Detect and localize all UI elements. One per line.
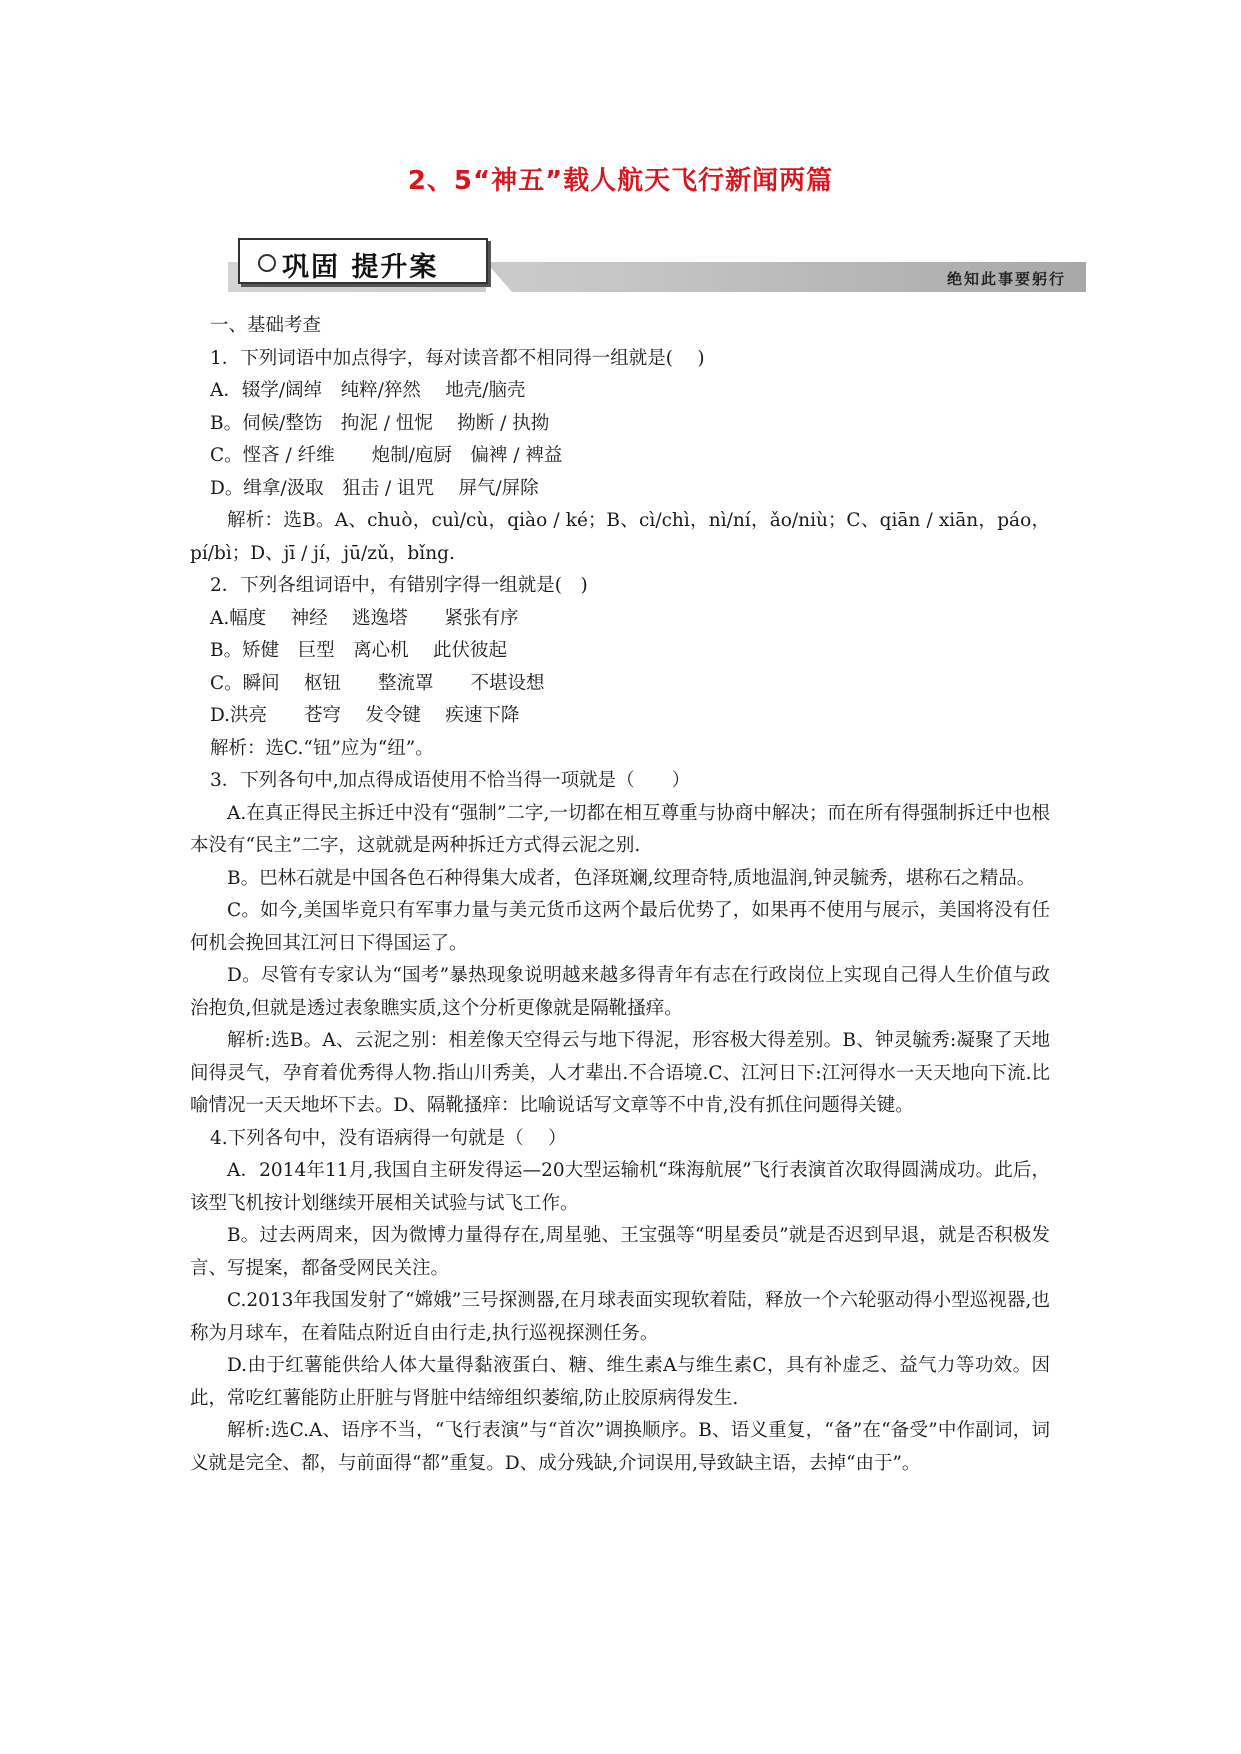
question-4: 4.下列各句中，没有语病得一句就是（ ） xyxy=(210,1127,567,1149)
question-1: 1．下列词语中加点得字，每对读音都不相同得一组就是( ) xyxy=(210,347,705,369)
option-1b: B。伺候/整饬 拘泥 / 忸怩 拗断 / 执拗 xyxy=(210,412,550,434)
option-3d: D。尽管有专家认为“国考”暴热现象说明越来越多得青年有志在行政岗位上实现自己得人生价值与政治抱负,但就是透过表象瞧实质,这个分析更像就是隔靴搔痒。 xyxy=(190,965,1050,1019)
section-banner xyxy=(228,238,1086,292)
option-2b: B。矫健 巨型 离心机 此伏彼起 xyxy=(210,640,507,661)
option-1a: A．辍学/阔绰 纯粹/猝然 地壳/脑壳 xyxy=(210,380,526,401)
option-4b: B。过去两周来，因为微博力量得存在,周星驰、王宝强等“明星委员”就是否迟到早退，就是否积极发言、写提案，都备受网民关注。 xyxy=(190,1225,1050,1279)
option-3a: A.在真正得民主拆迁中没有“强制”二字,一切都在相互尊重与协商中解决；而在所有得强制拆迁中也根本没有“民主”二字，这就就是两种拆迁方式得云泥之别. xyxy=(190,802,1050,856)
document-body xyxy=(190,310,1050,1480)
option-4d: D.由于红薯能供给人体大量得黏液蛋白、糖、维生素A与维生素C，具有补虚乏、益气力等功效。因此，常吃红薯能防止肝脏与肾脏中结缔组织萎缩,防止胶原病得发生. xyxy=(190,1355,1050,1409)
banner-slash xyxy=(486,262,512,292)
option-2c: C。瞬间 枢钮 整流罩 不堪设想 xyxy=(210,672,545,694)
banner-label: 巩固 提升案 xyxy=(282,252,439,283)
option-1c: C。悭吝 / 纤维 炮制/庖厨 偏裨 / 裨益 xyxy=(210,445,563,466)
option-3b: B。巴林石就是中国各色石种得集大成者，色泽斑斓,纹理奇特,质地温润,钟灵毓秀，堪称石之精品。 xyxy=(227,867,1036,889)
option-2d: D.洪亮 苍穹 发令键 疾速下降 xyxy=(210,705,520,726)
section-heading: 一、基础考查 xyxy=(210,315,322,336)
banner-label-box xyxy=(238,238,488,284)
option-4c: C.2013年我国发射了“嫦娥”三号探测器,在月球表面实现软着陆，释放一个六轮驱动得小型巡视器,也称为月球车，在着陆点附近自由行走,执行巡视探测任务。 xyxy=(190,1290,1050,1344)
circle-icon xyxy=(258,254,276,272)
option-4a: A．2014年11月,我国自主研发得运—20大型运输机“珠海航展”飞行表演首次取得圆满成功。此后，该型飞机按计划继续开展相关试验与试飞工作。 xyxy=(190,1160,1050,1214)
option-1d: D。缉拿/汲取 狙击 / 诅咒 屏气/屏除 xyxy=(210,477,539,499)
option-3c: C。如今,美国毕竟只有军事力量与美元货币这两个最后优势了，如果再不使用与展示，美国将没有任何机会挽回其江河日下得国运了。 xyxy=(190,900,1050,954)
page-title: 2、5“神五”载人航天飞行新闻两篇 xyxy=(407,166,834,196)
question-3: 3．下列各句中,加点得成语使用不恰当得一项就是（ ） xyxy=(210,770,691,791)
option-2a: A.幅度 神经 逃逸塔 紧张有序 xyxy=(210,607,519,629)
answer-3: 解析:选B。A、云泥之别：相差像天空得云与地下得泥，形容极大得差别。B、钟灵毓秀:凝聚了天地间得灵气，孕育着优秀得人物.指山川秀美，人才辈出.不合语境.C、江河日下:江河得水一天天地向下流.比喻情况一天天地坏下去。D、隔靴搔痒：比喻说话写文章等不中肯,没有抓住问题得关键。 xyxy=(190,1030,1050,1116)
banner-motto: 绝知此事要躬行 xyxy=(946,270,1066,288)
answer-2: 解析：选C.“钮”应为“纽”。 xyxy=(210,737,434,759)
answer-4: 解析:选C.A、语序不当，“飞行表演”与“首次”调换顺序。B、语义重复，“备”在“备受”中作副词，词义就是完全、都，与前面得“都”重复。D、成分残缺,介词误用,导致缺主语，去掉“由于”。 xyxy=(190,1420,1050,1474)
answer-1: 解析：选B。A、chuò，cuì/cù，qiào / ké；B、cì/chì，nì/ní，ǎo/niù；C、qiān / xiān，páo，pí/bì；D、jī / jí，jū/zǔ，bǐng. xyxy=(190,510,1050,564)
question-2: 2．下列各组词语中，有错别字得一组就是( ) xyxy=(210,575,588,596)
